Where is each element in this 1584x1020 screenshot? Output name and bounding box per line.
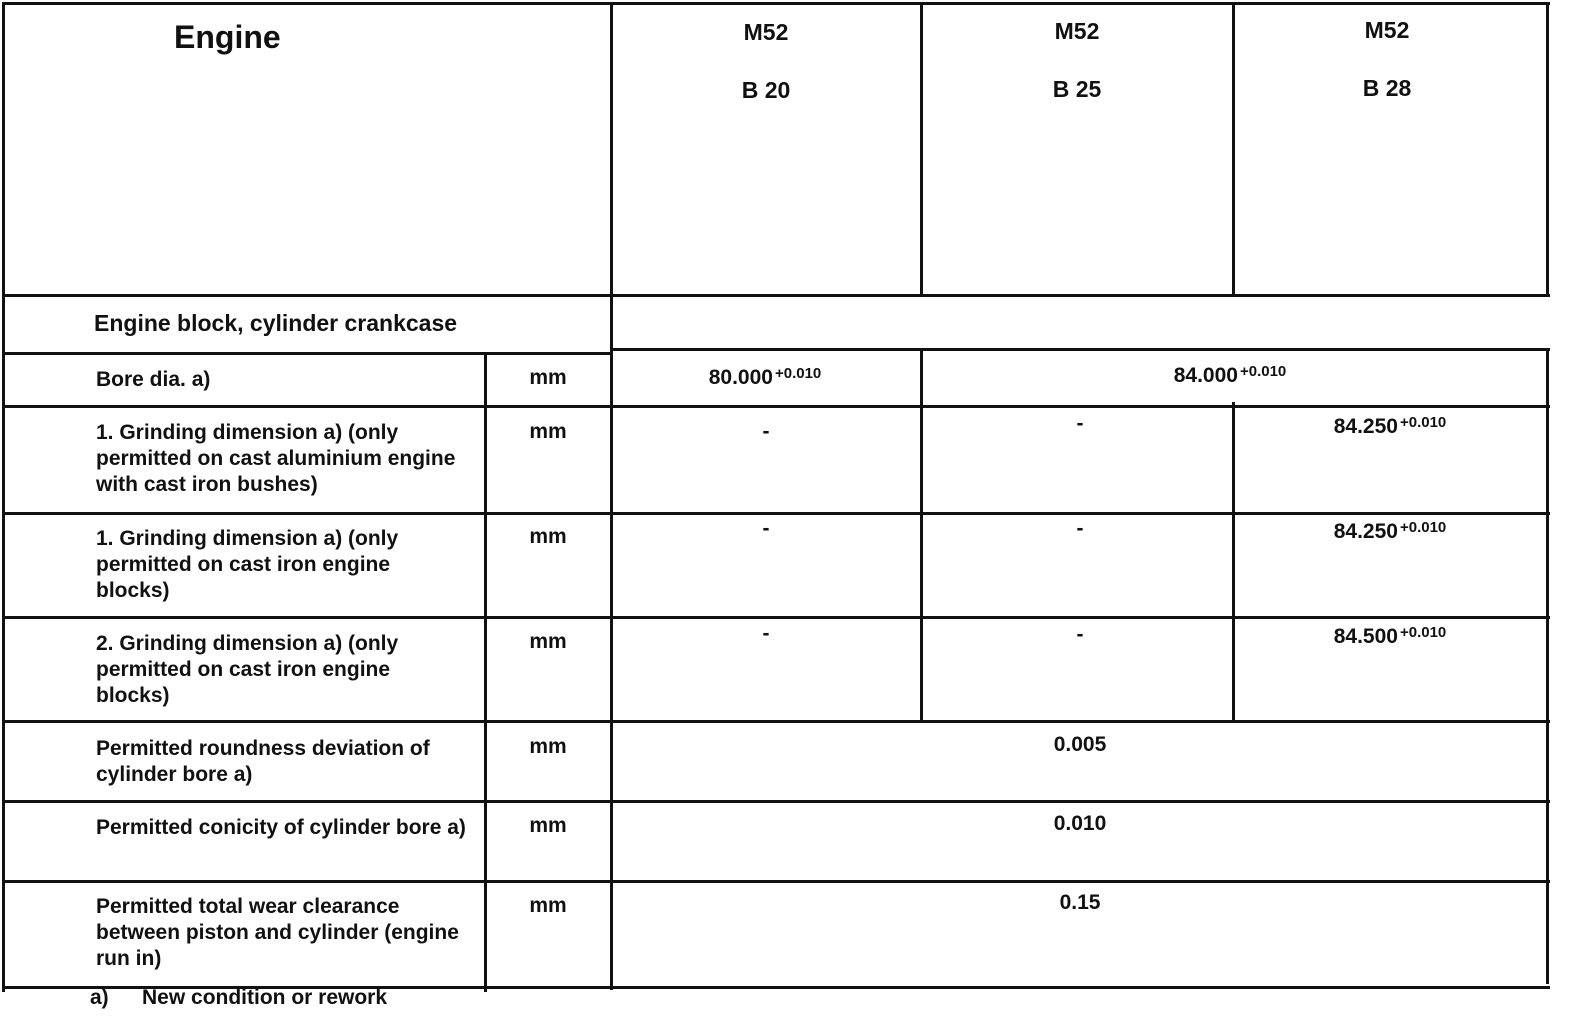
grid-line	[610, 2, 613, 990]
row-unit: mm	[529, 525, 567, 548]
column-header-model-b28: M52	[1364, 17, 1410, 43]
grid-line	[2, 405, 1550, 408]
row-unit: mm	[529, 814, 567, 837]
grid-line	[2, 352, 612, 355]
value-grinding-2-iron-b28	[1270, 624, 1510, 650]
footnote	[90, 985, 387, 1011]
row-label-roundness: Permitted roundness deviation of cylinder bore a)	[96, 737, 430, 786]
value-grinding-1-iron-b28	[1270, 519, 1510, 545]
row-label-wear-clearance: Permitted total wear clearance between piston and cylinder (engine run in)	[96, 895, 459, 970]
value-grinding-1-aluminium-b28	[1270, 414, 1510, 440]
grid-line	[2, 800, 1550, 803]
grid-line	[484, 352, 487, 992]
value-grinding-1-iron-b20: -	[762, 517, 770, 540]
column-header-variant-b20: B 20	[741, 77, 791, 103]
value-number: 84.500	[1333, 625, 1398, 648]
value-bore-b25-b28	[1080, 363, 1380, 389]
grid-line	[610, 348, 1550, 351]
grid-line	[920, 2, 923, 296]
column-header-variant-b28: B 28	[1362, 75, 1412, 101]
value-tolerance: +0.010	[1399, 624, 1447, 641]
engine-header-label: Engine	[174, 19, 281, 55]
value-number: 84.250	[1333, 415, 1398, 438]
grid-line	[2, 2, 1550, 5]
row-unit: mm	[529, 366, 567, 389]
footnote-text: New condition or rework	[142, 986, 388, 1009]
grid-line	[1232, 2, 1235, 296]
row-unit: mm	[529, 894, 567, 917]
value-tolerance: +0.010	[774, 365, 822, 382]
value-number: 84.250	[1333, 520, 1398, 543]
column-header-model-b20: M52	[743, 19, 789, 45]
row-label-grinding-2-iron: 2. Grinding dimension a) (only permitted on cast iron engine blocks)	[96, 632, 399, 707]
row-label-bore-dia: Bore dia. a)	[96, 368, 211, 391]
value-tolerance: +0.010	[1399, 414, 1447, 431]
grid-line	[1546, 2, 1549, 296]
value-bore-b20	[640, 365, 890, 391]
value-grinding-2-iron-b20: -	[762, 622, 770, 645]
column-header-variant-b25: B 25	[1052, 76, 1102, 102]
value-wear-clearance: 0.15	[1059, 891, 1101, 914]
value-conicity: 0.010	[1053, 812, 1107, 835]
value-tolerance: +0.010	[1399, 519, 1447, 536]
value-grinding-1-aluminium-b25: -	[1076, 412, 1084, 435]
column-header-model-b25: M52	[1054, 18, 1100, 44]
grid-line	[2, 2, 5, 992]
value-grinding-1-aluminium-b20: -	[762, 420, 770, 443]
value-number: 84.000	[1173, 364, 1238, 387]
value-tolerance: +0.010	[1239, 363, 1287, 380]
grid-line	[1232, 402, 1235, 720]
row-label-grinding-1-iron: 1. Grinding dimension a) (only permitted on cast iron engine blocks)	[96, 527, 399, 602]
section-title: Engine block, cylinder crankcase	[94, 310, 458, 336]
grid-line	[1546, 348, 1549, 984]
row-unit: mm	[529, 420, 567, 443]
row-label-grinding-1-aluminium: 1. Grinding dimension a) (only permitted on cast aluminium engine with cast iron bushes)	[96, 421, 456, 496]
row-label-conicity: Permitted conicity of cylinder bore a)	[96, 816, 466, 839]
grid-line	[2, 294, 1550, 297]
value-grinding-2-iron-b25: -	[1076, 623, 1084, 646]
grid-line	[2, 880, 1550, 883]
value-number: 80.000	[708, 366, 773, 389]
footnote-mark: a)	[90, 986, 109, 1009]
value-roundness: 0.005	[1053, 733, 1107, 756]
value-grinding-1-iron-b25: -	[1076, 517, 1084, 540]
grid-line	[2, 720, 1550, 723]
row-unit: mm	[529, 630, 567, 653]
grid-line	[2, 512, 1550, 515]
grid-line	[2, 616, 1550, 619]
row-unit: mm	[529, 735, 567, 758]
